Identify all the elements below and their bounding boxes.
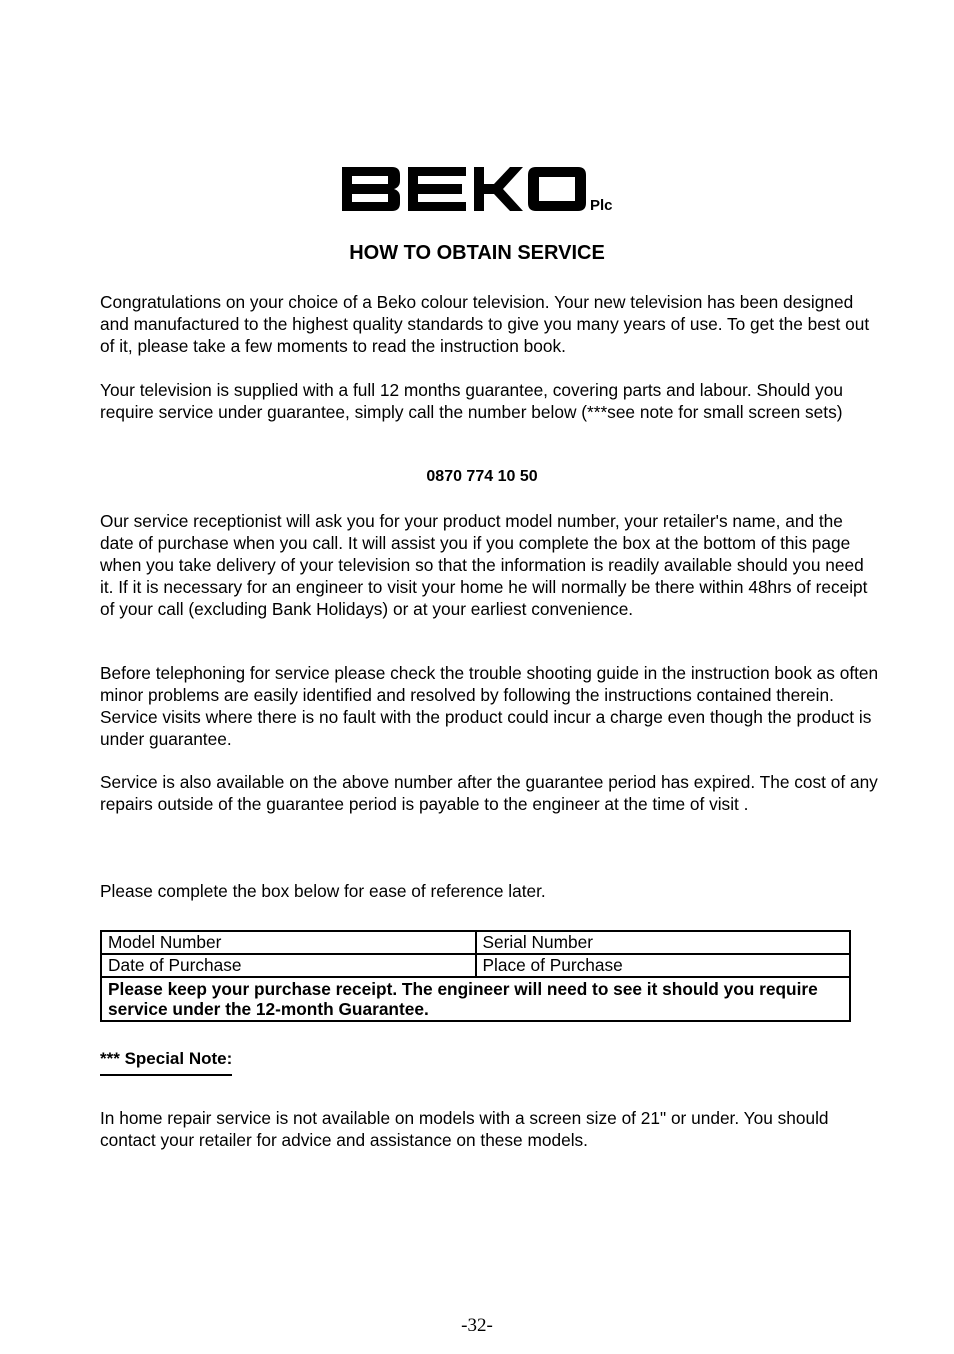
before-call-paragraph: Before telephoning for service please check the trouble shooting guide in the instruction book as often minor problems are easily identified and resolved by following the instructions contained therein. Service visits where there is no fault with the product could incur a charge even though the product is under guarantee.: [100, 663, 879, 749]
receipt-note-cell: Please keep your purchase receipt. The engineer will need to see it should you require service under the 12-month Guarantee.: [101, 977, 850, 1021]
service-phone-number: 0870 774 10 50: [426, 468, 538, 485]
beko-logo-mark: [338, 163, 628, 215]
receptionist-paragraph: Our service receptionist will ask you for your product model number, your retailer's name, and the date of purchase when you call. It will assist you if you complete the box at the bottom of this page when you take delivery of your television so that the information is readily available should you need it. If it is necessary for an engineer to visit your home he will normally be there within 48hrs of receipt of your call (excluding Bank Holidays) or at your earliest convenience.: [100, 511, 868, 619]
page-title: HOW TO OBTAIN SERVICE: [349, 242, 605, 264]
table-row: [101, 954, 850, 977]
table-row: [101, 977, 850, 1021]
date-of-purchase-cell[interactable]: Date of Purchase: [101, 954, 476, 977]
page-number: -32-: [461, 1315, 493, 1336]
place-of-purchase-cell[interactable]: Place of Purchase: [476, 954, 851, 977]
table-row: [101, 931, 850, 954]
after-guarantee-paragraph: Service is also available on the above number after the guarantee period has expired. The cost of any repairs outside of the guarantee period is payable to the engineer at the time of visit .: [100, 772, 878, 814]
reference-table: [100, 930, 851, 1022]
model-number-cell[interactable]: Model Number: [101, 931, 476, 954]
special-note-paragraph: In home repair service is not available on models with a screen size of 21" or under. You should contact your retailer for advice and assistance on these models.: [100, 1108, 829, 1150]
beko-logo: [338, 163, 628, 215]
complete-box-paragraph: Please complete the box below for ease of reference later.: [100, 881, 546, 901]
logo-suffix: Plc: [590, 197, 613, 214]
intro-paragraph: Congratulations on your choice of a Beko colour television. Your new television has been designed and manufactured to the highest quality standards to give you many years of use. To get the best out of it, please take a few moments to read the instruction book.: [100, 292, 870, 356]
special-note-heading: *** Special Note:: [100, 1049, 232, 1076]
serial-number-cell[interactable]: Serial Number: [476, 931, 851, 954]
guarantee-paragraph: Your television is supplied with a full 12 months guarantee, covering parts and labour. Should you require service under guarantee, simply call the number below (***see note for small screen sets): [100, 380, 843, 422]
